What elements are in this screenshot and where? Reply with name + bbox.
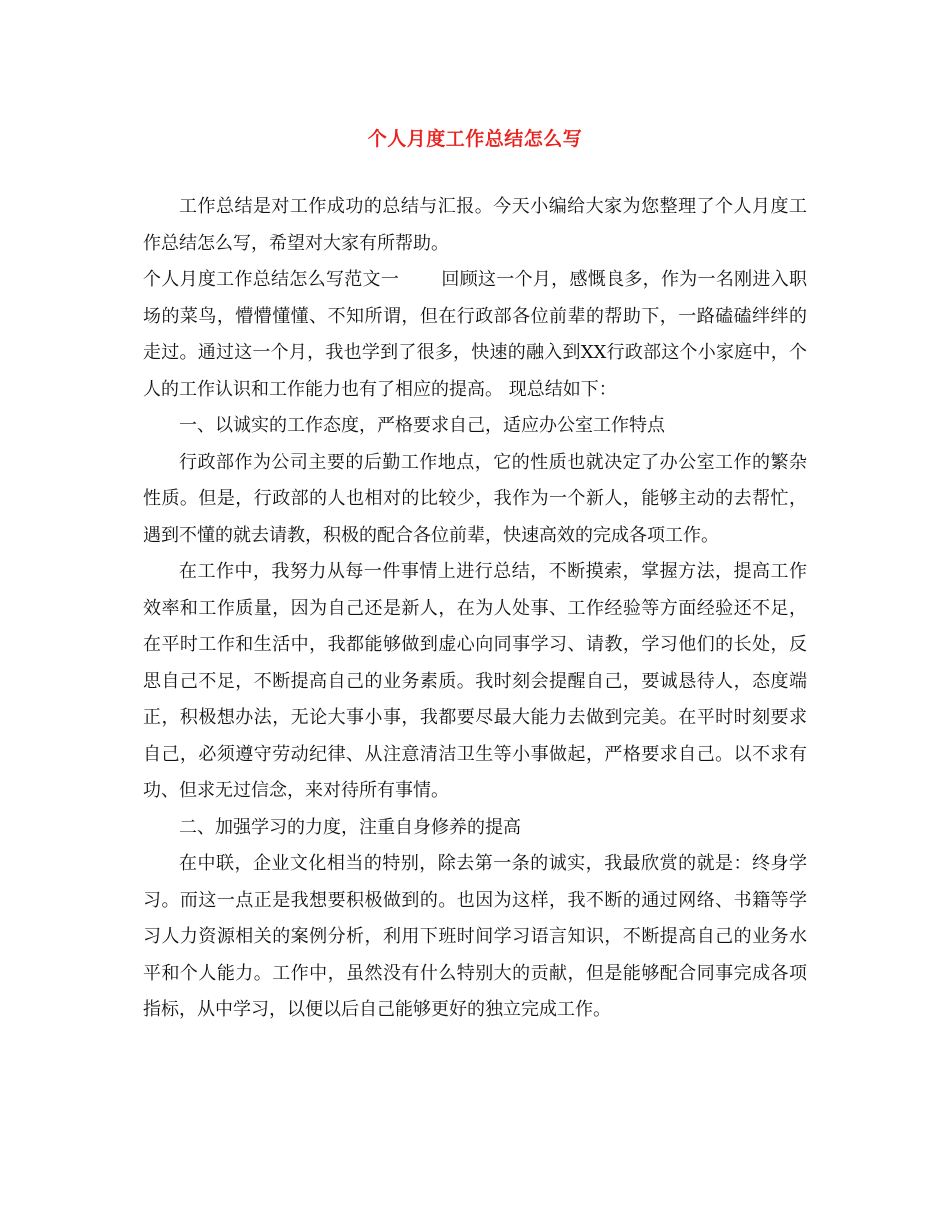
body-paragraph-3: 在中联，企业文化相当的特别，除去第一条的诚实，我最欣赏的就是：终身学习。而这一点正是我想要积极做到的。也因为这样，我不断的通过网络、书籍等学习人力资源相关的案例分析，利用下班时间学习语言知识，不断提高自己的业务水平和个人能力。工作中，虽然没有什么特别大的贡献，但是能够配合同事完成各项指标，从中学习，以便以后自己能够更好的独立完成工作。 xyxy=(143,853,807,1020)
section-heading-2: 二、加强学习的力度，注重自身修养的提高 xyxy=(179,816,521,838)
document-body xyxy=(143,189,807,1029)
sample-heading: 个人月度工作总结怎么写范文一 xyxy=(143,269,400,290)
intro-paragraph: 工作总结是对工作成功的总结与汇报。今天小编给大家为您整理了个人月度工作总结怎么写，希望对大家有所帮助。 xyxy=(143,196,807,254)
sample-paragraph xyxy=(143,262,807,408)
body-paragraph-2: 在工作中，我努力从每一件事情上进行总结，不断摸索，掌握方法，提高工作效率和工作质量，因为自己还是新人，在为人处事、工作经验等方面经验还不足，在平时工作和生活中，我都能够做到虚心向同事学习、请教，学习他们的长处，反思自己不足，不断提高自己的业务素质。我时刻会提醒自己，要诚恳待人，态度端正，积极想办法，无论大事小事，我都要尽最大能力去做到完美。在平时时刻要求自己，必须遵守劳动纪律、从注意清洁卫生等小事做起，严格要求自己。以不求有功、但求无过信念，来对待所有事情。 xyxy=(143,561,807,801)
sample-opening-text: 回顾这一个月，感慨良多，作为一名刚进入职场的菜鸟，懵懵懂懂、不知所谓，但在行政部各位前辈的帮助下，一路磕磕绊绊的走过。通过这一个月，我也学到了很多，快速的融入到XX行政部这个小家庭中，个人的工作认识和工作能力也有了相应的提高。 现总结如下： xyxy=(143,269,808,400)
body-paragraph-1: 行政部作为公司主要的后勤工作地点，它的性质也就决定了办公室工作的繁杂性质。但是，行政部的人也相对的比较少，我作为一个新人，能够主动的去帮忙，遇到不懂的就去请教，积极的配合各位前辈，快速高效的完成各项工作。 xyxy=(143,451,807,546)
section-heading-1: 一、以诚实的工作态度，严格要求自己，适应办公室工作特点 xyxy=(179,415,665,436)
document-title: 个人月度工作总结怎么写 xyxy=(367,128,583,150)
